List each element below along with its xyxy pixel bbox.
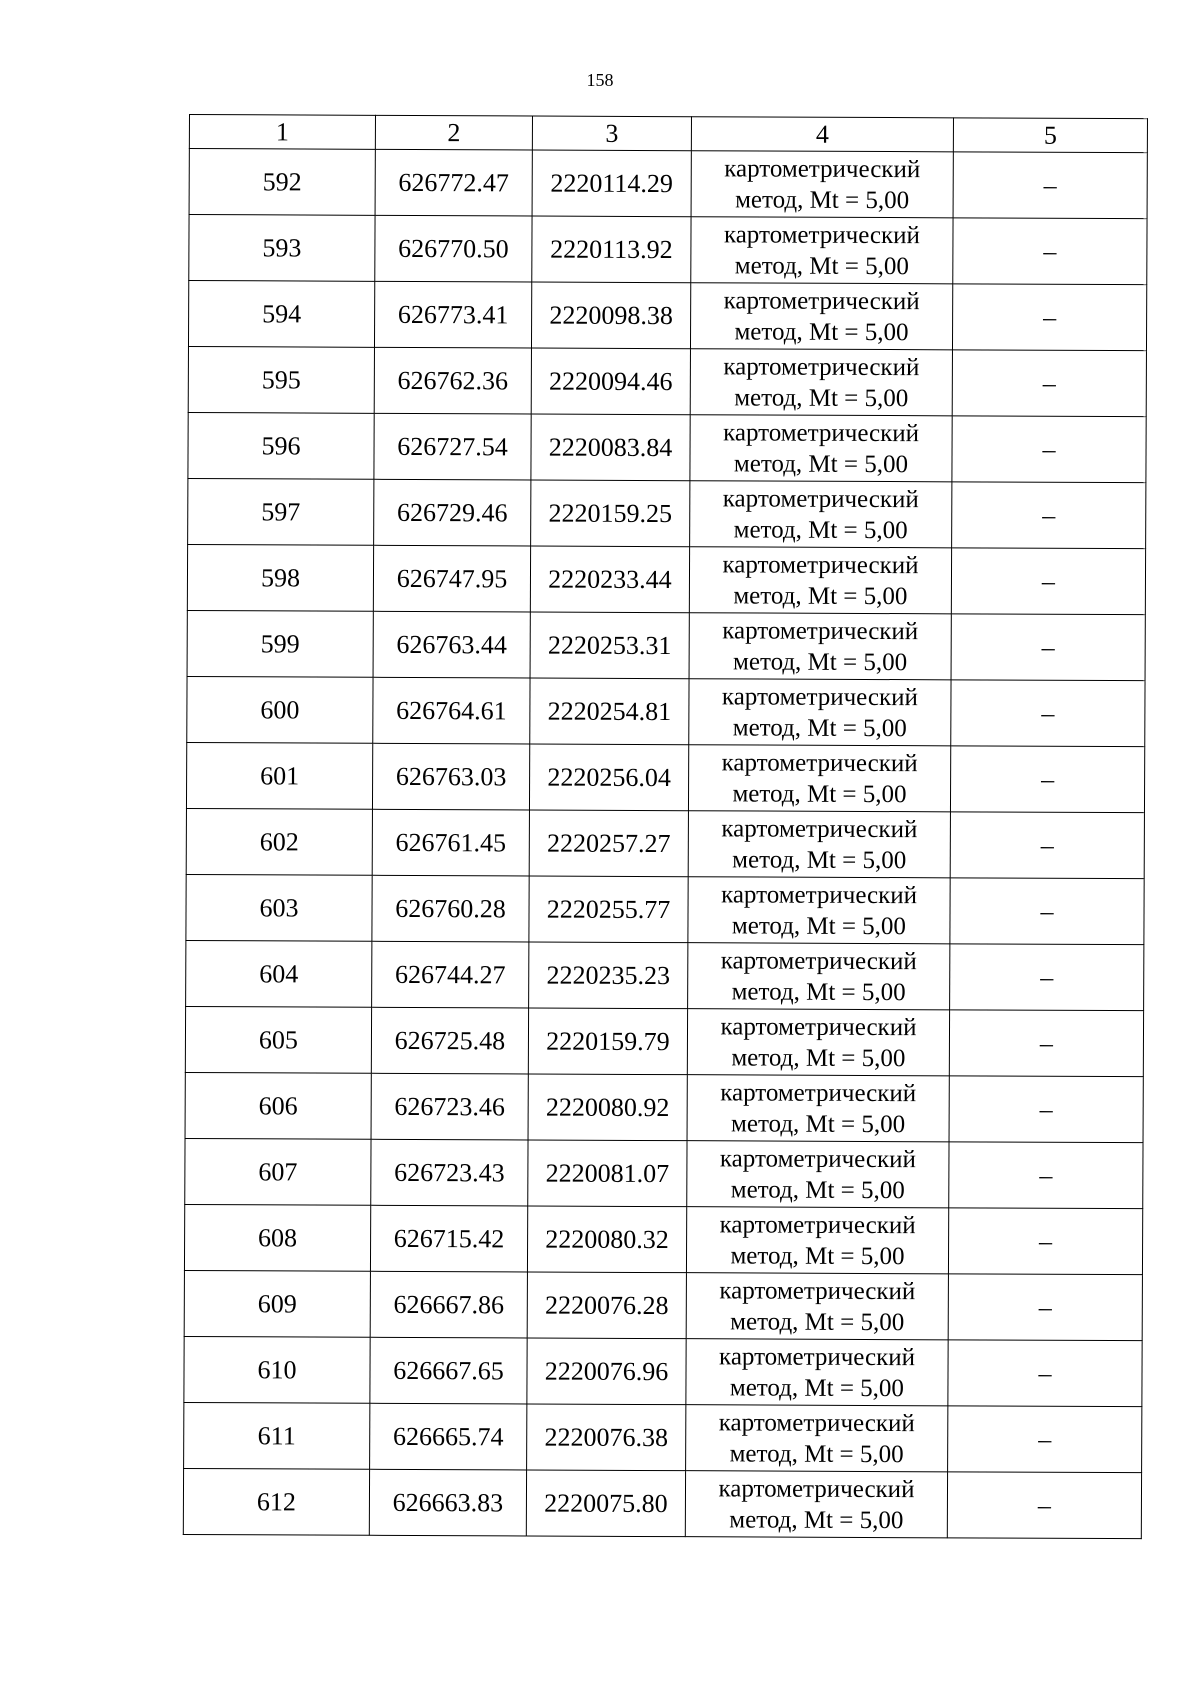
note-cell: – [947,1472,1141,1539]
method-line-1: картометрический [721,748,918,777]
method-cell [687,1141,949,1208]
note-cell: – [950,746,1144,813]
method-cell [687,1009,949,1076]
method-line-1: картометрический [723,220,921,249]
point-number-cell: 603 [186,874,372,941]
method-line-1: картометрический [722,550,919,579]
table-row [184,1402,1142,1472]
x-coordinate-cell: 626744.27 [372,941,529,1008]
note-cell: – [948,1406,1142,1473]
table-body [183,149,1147,1539]
header-col-4: 4 [691,117,953,152]
method-line-1: картометрический [723,418,920,447]
note-cell: – [950,812,1144,879]
y-coordinate-cell: 2220114.29 [532,150,691,217]
method-line-2: метод, Mt = 5,00 [731,1043,906,1072]
method-cell [688,877,950,944]
y-coordinate-cell: 2220075.80 [526,1470,685,1537]
note-cell: – [952,416,1146,483]
point-number-cell: 607 [185,1138,371,1205]
note-cell: – [952,482,1146,549]
method-cell [690,415,952,482]
method-line-2: метод, Mt = 5,00 [730,1307,905,1336]
point-number-cell: 593 [189,215,375,282]
method-line-2: метод, Mt = 5,00 [734,251,909,280]
note-cell: – [952,284,1146,351]
point-number-cell: 592 [189,149,375,216]
x-coordinate-cell: 626723.43 [371,1139,528,1206]
method-cell [691,217,953,284]
table-row [184,1336,1142,1406]
header-row [189,115,1147,153]
y-coordinate-cell: 2220159.25 [531,480,690,547]
method-cell [688,811,950,878]
method-line-1: картометрический [721,880,918,909]
table-row [184,1270,1142,1340]
method-line-1: картометрический [719,1144,916,1173]
method-line-1: картометрический [719,1342,916,1371]
method-line-1: картометрический [719,1210,916,1239]
method-line-2: метод, Mt = 5,00 [731,1109,906,1138]
x-coordinate-cell: 626729.46 [374,479,531,546]
y-coordinate-cell: 2220253.31 [530,612,689,679]
x-coordinate-cell: 626770.50 [375,215,532,282]
table-header [189,115,1147,153]
note-cell: – [949,1076,1143,1143]
x-coordinate-cell: 626725.48 [371,1007,528,1074]
method-line-2: метод, Mt = 5,00 [733,581,908,610]
table-row [186,940,1144,1010]
point-number-cell: 608 [184,1204,370,1271]
method-line-1: картометрический [720,946,917,975]
x-coordinate-cell: 626723.46 [371,1073,528,1140]
method-line-2: метод, Mt = 5,00 [733,515,908,544]
method-line-1: картометрический [718,1474,915,1503]
x-coordinate-cell: 626667.86 [370,1271,527,1338]
y-coordinate-cell: 2220094.46 [531,348,690,415]
point-number-cell: 612 [183,1468,369,1535]
method-line-1: картометрический [723,352,920,381]
method-line-2: метод, Mt = 5,00 [732,845,907,874]
y-coordinate-cell: 2220254.81 [530,678,689,745]
point-number-cell: 611 [184,1402,370,1469]
y-coordinate-cell: 2220233.44 [530,546,689,613]
point-number-cell: 595 [188,346,374,413]
method-line-2: метод, Mt = 5,00 [734,317,909,346]
method-line-2: метод, Mt = 5,00 [730,1241,905,1270]
x-coordinate-cell: 626763.44 [373,611,530,678]
method-line-1: картометрический [720,1012,917,1041]
method-line-2: метод, Mt = 5,00 [734,383,909,412]
method-line-1: картометрический [722,616,919,645]
point-number-cell: 606 [185,1072,371,1139]
x-coordinate-cell: 626667.65 [370,1337,527,1404]
method-cell [686,1405,948,1472]
y-coordinate-cell: 2220080.92 [528,1074,687,1141]
note-cell: – [951,614,1145,681]
note-cell: – [953,218,1147,285]
y-coordinate-cell: 2220257.27 [529,810,688,877]
table-row [185,1138,1143,1208]
x-coordinate-cell: 626764.61 [373,677,530,744]
note-cell: – [951,548,1145,615]
table-row [186,808,1144,878]
point-number-cell: 610 [184,1336,370,1403]
method-cell [690,349,952,416]
method-cell [691,151,953,218]
method-line-2: метод, Mt = 5,00 [733,449,909,478]
method-line-1: картометрический [722,484,919,513]
y-coordinate-cell: 2220081.07 [528,1140,687,1207]
method-line-1: картометрический [721,682,919,711]
table-row [185,1072,1143,1142]
point-number-cell: 602 [186,808,372,875]
method-line-1: картометрический [724,154,921,183]
x-coordinate-cell: 626727.54 [374,413,531,480]
x-coordinate-cell: 626715.42 [370,1205,527,1272]
header-col-3: 3 [532,116,691,151]
table-row [184,1204,1142,1274]
y-coordinate-cell: 2220080.32 [527,1206,686,1273]
coordinates-table [183,114,1148,1539]
point-number-cell: 605 [185,1006,371,1073]
method-line-1: картометрический [718,1408,915,1437]
method-line-2: метод, Mt = 5,00 [729,1439,904,1468]
method-line-2: метод, Mt = 5,00 [735,185,910,214]
method-line-2: метод, Mt = 5,00 [729,1505,904,1534]
point-number-cell: 600 [187,676,373,743]
method-cell [689,679,951,746]
point-number-cell: 598 [187,544,373,611]
y-coordinate-cell: 2220255.77 [529,876,688,943]
note-cell: – [948,1274,1142,1341]
y-coordinate-cell: 2220235.23 [529,942,688,1009]
point-number-cell: 596 [188,412,374,479]
table-row [189,215,1147,285]
method-cell [690,481,952,548]
x-coordinate-cell: 626772.47 [375,149,532,216]
table-row [185,1006,1143,1076]
method-cell [688,745,950,812]
method-line-1: картометрический [723,286,920,315]
method-cell [690,283,952,350]
point-number-cell: 604 [186,940,372,1007]
table-row [189,149,1147,219]
table-row [188,281,1146,351]
x-coordinate-cell: 626773.41 [374,281,531,348]
method-cell [686,1273,948,1340]
note-cell: – [952,350,1146,417]
x-coordinate-cell: 626663.83 [369,1469,526,1536]
table-row [187,676,1145,746]
table-row [183,1468,1141,1538]
x-coordinate-cell: 626763.03 [372,743,529,810]
method-cell [688,943,950,1010]
method-cell [689,613,951,680]
method-line-2: метод, Mt = 5,00 [729,1373,905,1402]
note-cell: – [949,1010,1143,1077]
header-col-5: 5 [953,118,1147,153]
y-coordinate-cell: 2220076.96 [527,1338,686,1405]
point-number-cell: 594 [188,281,374,348]
method-line-2: метод, Mt = 5,00 [730,1175,905,1204]
note-cell: – [948,1340,1142,1407]
note-cell: – [948,1208,1142,1275]
y-coordinate-cell: 2220083.84 [531,414,690,481]
y-coordinate-cell: 2220159.79 [528,1008,687,1075]
note-cell: – [950,944,1144,1011]
y-coordinate-cell: 2220256.04 [529,744,688,811]
method-line-2: метод, Mt = 5,00 [732,713,907,742]
method-cell [686,1339,948,1406]
method-line-2: метод, Mt = 5,00 [732,779,907,808]
x-coordinate-cell: 626762.36 [374,347,531,414]
method-cell [686,1207,948,1274]
method-cell [687,1075,949,1142]
note-cell: – [950,878,1144,945]
table-row [186,742,1144,812]
table-row [188,412,1146,482]
y-coordinate-cell: 2220076.38 [527,1404,686,1471]
point-number-cell: 601 [186,742,372,809]
method-cell [685,1471,947,1538]
point-number-cell: 609 [184,1270,370,1337]
header-col-2: 2 [375,115,532,150]
note-cell: – [951,680,1145,747]
table-row [187,610,1145,680]
x-coordinate-cell: 626761.45 [372,809,529,876]
table-row [186,874,1144,944]
note-cell: – [949,1142,1143,1209]
point-number-cell: 597 [188,478,374,545]
x-coordinate-cell: 626760.28 [372,875,529,942]
method-line-1: картометрический [719,1276,916,1305]
method-line-2: метод, Mt = 5,00 [731,911,907,940]
method-line-2: метод, Mt = 5,00 [733,647,908,676]
header-col-1: 1 [189,115,375,150]
table-row [188,478,1146,548]
x-coordinate-cell: 626665.74 [370,1403,527,1470]
y-coordinate-cell: 2220076.28 [527,1272,686,1339]
method-line-1: картометрический [720,1078,917,1107]
page-number: 158 [586,70,614,90]
method-line-1: картометрический [721,814,918,843]
method-line-2: метод, Mt = 5,00 [731,977,906,1006]
table-row [188,346,1146,416]
table-row [187,544,1145,614]
y-coordinate-cell: 2220113.92 [532,216,691,283]
x-coordinate-cell: 626747.95 [373,545,530,612]
y-coordinate-cell: 2220098.38 [531,282,690,349]
method-cell [689,547,951,614]
note-cell: – [953,152,1147,219]
point-number-cell: 599 [187,610,373,677]
